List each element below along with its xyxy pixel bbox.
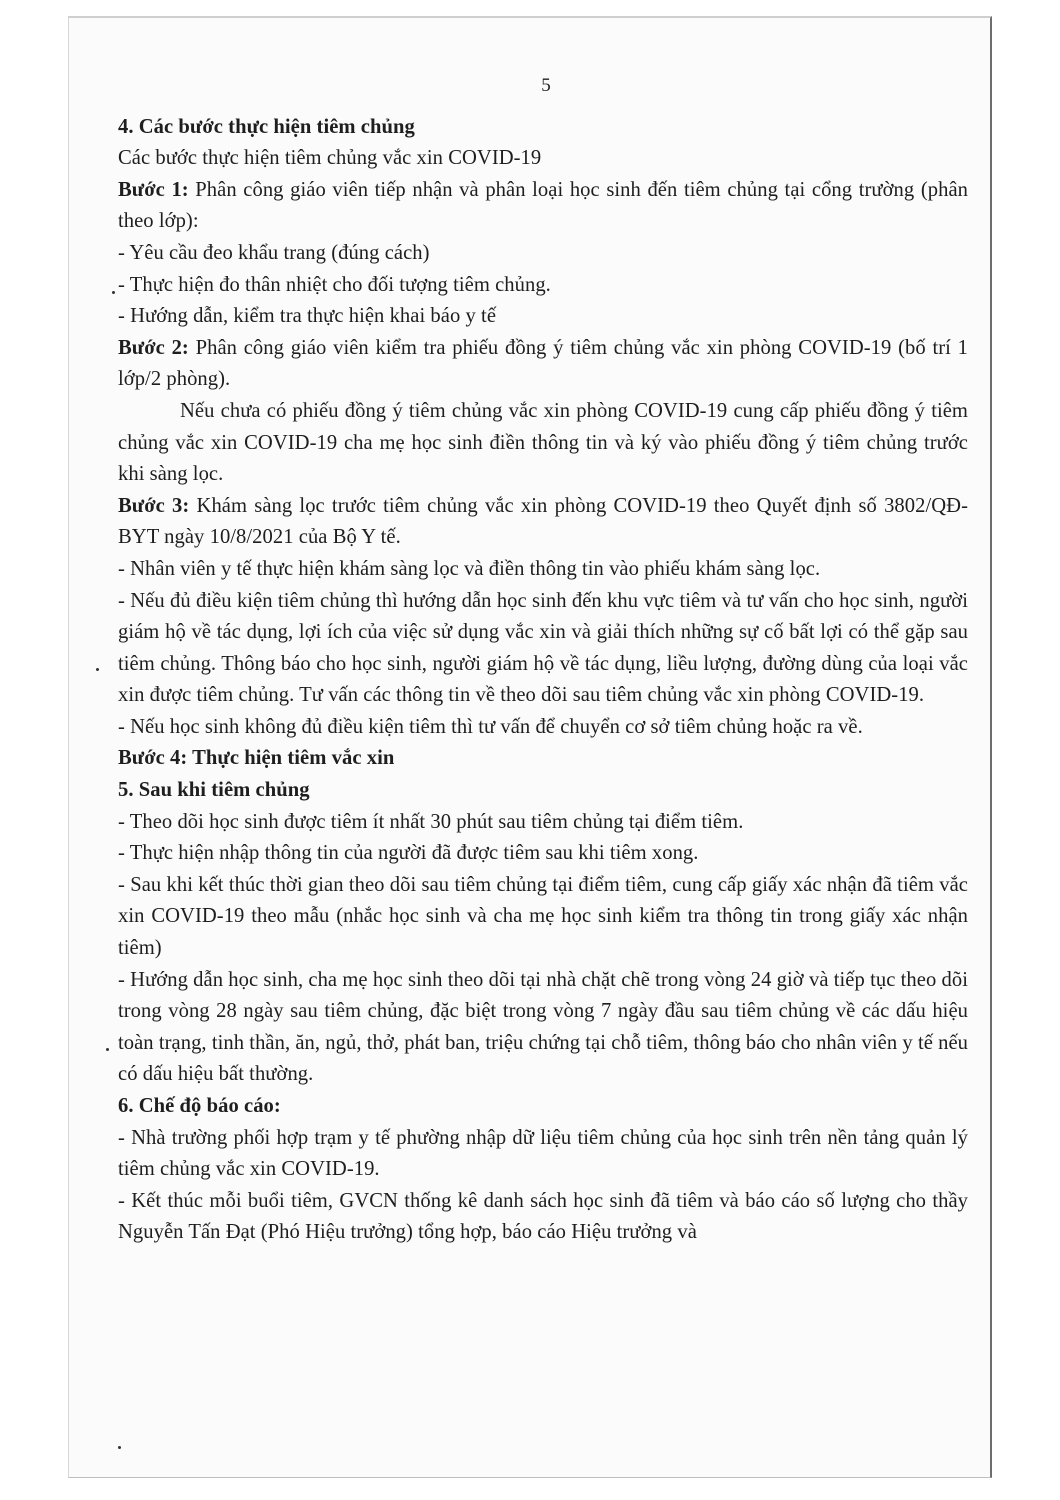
- section-6-heading: 6. Chế độ báo cáo:: [118, 1095, 281, 1117]
- page-number: 5: [541, 75, 551, 96]
- document-body: [118, 70, 968, 1249]
- section-4-intro: Các bước thực hiện tiêm chủng vắc xin COVID-19: [118, 147, 542, 170]
- section-6-bullet: - Nhà trường phối hợp trạm y tế phường nhập dữ liệu tiêm chủng của học sinh trên nền tảng quản lý tiêm chủng vắc xin COVID-19.: [118, 1126, 968, 1181]
- step-1-bullet: - Hướng dẫn, kiểm tra thực hiện khai báo y tế: [118, 305, 497, 328]
- step-3-bullet: - Nếu đủ điều kiện tiêm chủng thì hướng dẫn học sinh đến khu vực tiêm và tư vấn cho học sinh, người giám hộ về tác dụng, lợi ích của việc sử dụng vắc xin và giải thích những sự cố bất lợi có thể gặp sau tiêm chủng. Thông báo cho học sinh, người giám hộ về tác dụng, liều lượng, đường dùng của loại vắc xin được tiêm chủng. Tư vấn các thông tin về theo dõi sau tiêm chủng vắc xin phòng COVID-19.: [118, 589, 968, 707]
- step-3-text: Khám sàng lọc trước tiêm chủng vắc xin phòng COVID-19 theo Quyết định số 3802/QĐ-BYT ngày 10/8/2021 của Bộ Y tế.: [118, 494, 968, 549]
- step-1-bullet: - Thực hiện đo thân nhiệt cho đối tượng tiêm chủng.: [118, 273, 551, 296]
- step-2-note: Nếu chưa có phiếu đồng ý tiêm chủng vắc xin phòng COVID-19 cung cấp phiếu đồng ý tiêm chủng vắc xin COVID-19 cha mẹ học sinh điền thông tin và ký vào phiếu đồng ý tiêm chủng trước khi sàng lọc.: [118, 399, 968, 486]
- step-1-text: Phân công giáo viên tiếp nhận và phân loại học sinh đến tiêm chủng tại cổng trường (phân theo lớp):: [118, 178, 968, 233]
- step-4-heading: Bước 4: Thực hiện tiêm vắc xin: [118, 747, 395, 770]
- section-5-bullet: - Theo dõi học sinh được tiêm ít nhất 30 phút sau tiêm chủng tại điểm tiêm.: [118, 810, 744, 833]
- section-4-heading: 4. Các bước thực hiện tiêm chủng: [118, 115, 415, 138]
- section-5-bullet: - Sau khi kết thúc thời gian theo dõi sau tiêm chủng tại điểm tiêm, cung cấp giấy xác nhận đã tiêm vắc xin COVID-19 theo mẫu (nhắc học sinh và cha mẹ học sinh kiểm tra thông tin trong giấy xác nhận tiêm): [118, 873, 968, 960]
- step-3-paragraph: [118, 491, 968, 554]
- section-5-bullet: - Hướng dẫn học sinh, cha mẹ học sinh theo dõi tại nhà chặt chẽ trong vòng 24 giờ và tiếp tục theo dõi trong vòng 28 ngày sau tiêm chủng, đặc biệt trong vòng 7 ngày đầu sau tiêm chủng về các dấu hiệu toàn trạng, tinh thần, ăn, ngủ, thở, phát ban, triệu chứng tại chỗ tiêm, thông báo cho nhân viên y tế nếu có dấu hiệu bất thường.: [118, 968, 968, 1086]
- scan-speck: [106, 1048, 109, 1051]
- step-3-bullet: - Nhân viên y tế thực hiện khám sàng lọc và điền thông tin vào phiếu khám sàng lọc.: [118, 557, 821, 580]
- section-5-bullet: - Thực hiện nhập thông tin của người đã được tiêm sau khi tiêm xong.: [118, 842, 699, 865]
- step-3-label: Bước 3:: [118, 494, 190, 517]
- step-1-label: Bước 1:: [118, 178, 189, 201]
- step-1-bullet: - Yêu cầu đeo khẩu trang (đúng cách): [118, 241, 430, 264]
- step-3-bullet: - Nếu học sinh không đủ điều kiện tiêm thì tư vấn để chuyển cơ sở tiêm chủng hoặc ra về.: [118, 715, 863, 738]
- scan-speck: [96, 668, 99, 671]
- step-2-label: Bước 2:: [118, 336, 189, 359]
- scan-speck: [112, 291, 115, 294]
- scan-speck: [118, 1446, 121, 1449]
- step-2-text: Phân công giáo viên kiểm tra phiếu đồng ý tiêm chủng vắc xin phòng COVID-19 (bố trí 1 lớp/2 phòng).: [118, 336, 968, 391]
- step-2-paragraph: [118, 333, 968, 396]
- section-6-bullet: - Kết thúc mỗi buổi tiêm, GVCN thống kê danh sách học sinh đã tiêm và báo cáo số lượng cho thầy Nguyễn Tấn Đạt (Phó Hiệu trưởng) tổng hợp, báo cáo Hiệu trưởng và: [118, 1189, 968, 1244]
- section-5-heading: 5. Sau khi tiêm chủng: [118, 779, 310, 802]
- step-1-paragraph: [118, 175, 968, 238]
